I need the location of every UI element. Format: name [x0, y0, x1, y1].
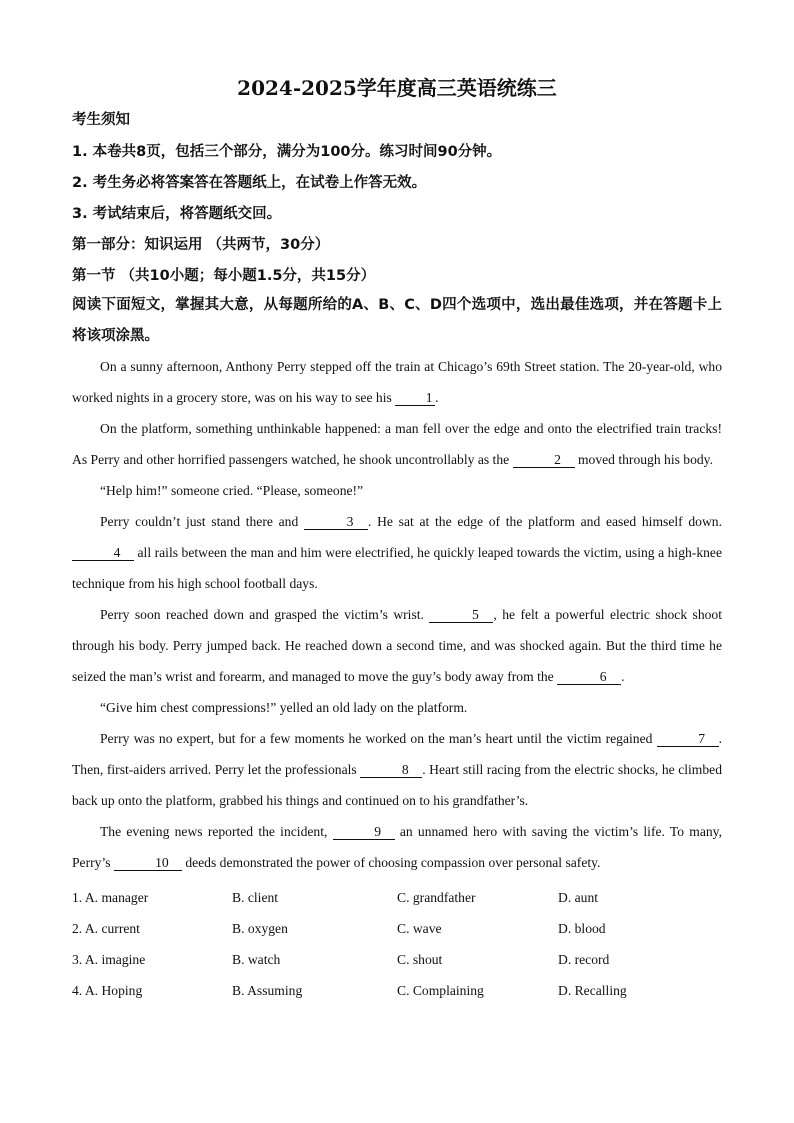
- option-3b: B. watch: [232, 952, 281, 967]
- option-3a: 3. A. imagine: [72, 952, 146, 967]
- option-1b: B. client: [232, 890, 279, 905]
- notice-item-3: 3. 考试结束后，将答题纸交回。: [72, 206, 282, 222]
- blank-8: 8: [360, 763, 422, 778]
- part1-heading: 第一部分：知识运用 （共两节，30分）: [72, 237, 330, 253]
- option-2c: C. wave: [397, 921, 442, 936]
- passage-paragraph-6: “Give him chest compressions!” yelled an old lady on the platform.: [100, 700, 468, 715]
- option-2b: B. oxygen: [232, 921, 288, 936]
- passage-paragraph-4: Perry couldn’t just stand there and 3 . He sat at the edge of the platform and eased himself down. 4 all rails between the man and him were electrified, he quickly leaped towards the victim, using a high-knee technique from his high school football days.: [72, 514, 722, 591]
- passage-paragraph-2: On the platform, something unthinkable happened: a man fell over the edge and onto the electrified train tracks! As Perry and other horrified passengers watched, he shook uncontrollably as the 2 moved through his body.: [72, 421, 722, 467]
- passage-paragraph-8: The evening news reported the incident, 9 an unnamed hero with saving the victim’s life. To many, Perry’s 10 deeds demonstrated the power of choosing compassion over personal safety.: [72, 824, 722, 870]
- blank-6: 6: [557, 670, 621, 685]
- instructions: 阅读下面短文，掌握其大意，从每题所给的A、B、C、D四个选项中，选出最佳选项，并在答题卡上将该项涂黑。: [72, 297, 722, 344]
- page-title: 2024-2025学年度高三英语统练三: [237, 76, 557, 100]
- option-4d: D. Recalling: [558, 983, 627, 998]
- passage-paragraph-5: Perry soon reached down and grasped the victim’s wrist. 5 , he felt a powerful electric shock shoot through his body. Perry jumped back. He reached down a second time, and was shocked again. But the third time he seized the man’s wrist and forearm, and managed to move the guy’s body away from the 6 .: [72, 607, 723, 684]
- notice-heading: 考生须知: [72, 112, 130, 128]
- blank-10: 10: [114, 856, 182, 871]
- question-3-options: [72, 952, 722, 972]
- passage-paragraph-1: On a sunny afternoon, Anthony Perry stepped off the train at Chicago’s 69th Street station. The 20-year-old, who worked nights in a grocery store, was on his way to see his 1 .: [72, 359, 722, 405]
- notice-item-1: 1. 本卷共8页，包括三个部分，满分为100分。练习时间90分钟。: [72, 144, 502, 160]
- option-2a: 2. A. current: [72, 921, 140, 936]
- question-2-options: [72, 921, 722, 941]
- option-1c: C. grandfather: [397, 890, 476, 905]
- option-4a: 4. A. Hoping: [72, 983, 143, 998]
- option-4c: C. Complaining: [397, 983, 484, 998]
- blank-5: 5: [429, 608, 493, 623]
- blank-3: 3: [304, 515, 368, 530]
- blank-1: 1: [395, 391, 435, 406]
- blank-9: 9: [333, 825, 395, 840]
- question-4-options: [72, 983, 722, 1003]
- option-1d: D. aunt: [558, 890, 599, 905]
- option-1a: 1. A. manager: [72, 890, 149, 905]
- section1-heading: 第一节 （共10小题；每小题1.5分，共15分）: [72, 268, 376, 284]
- option-3c: C. shout: [397, 952, 443, 967]
- option-2d: D. blood: [558, 921, 606, 936]
- passage-paragraph-3: “Help him!” someone cried. “Please, someone!”: [100, 483, 364, 498]
- passage-paragraph-7: Perry was no expert, but for a few moments he worked on the man’s heart until the victim regained 7 . Then, first-aiders arrived. Perry let the professionals 8 . Heart still racing from the electric shocks, he climbed back up onto the platform, grabbed his things and continued on to his grandfather’s.: [72, 731, 723, 808]
- option-3d: D. record: [558, 952, 610, 967]
- question-1-options: [72, 890, 722, 910]
- notice-item-2: 2. 考生务必将答案答在答题纸上，在试卷上作答无效。: [72, 175, 427, 191]
- blank-7: 7: [657, 732, 719, 747]
- option-4b: B. Assuming: [232, 983, 303, 998]
- blank-2: 2: [513, 453, 575, 468]
- blank-4: 4: [72, 546, 134, 561]
